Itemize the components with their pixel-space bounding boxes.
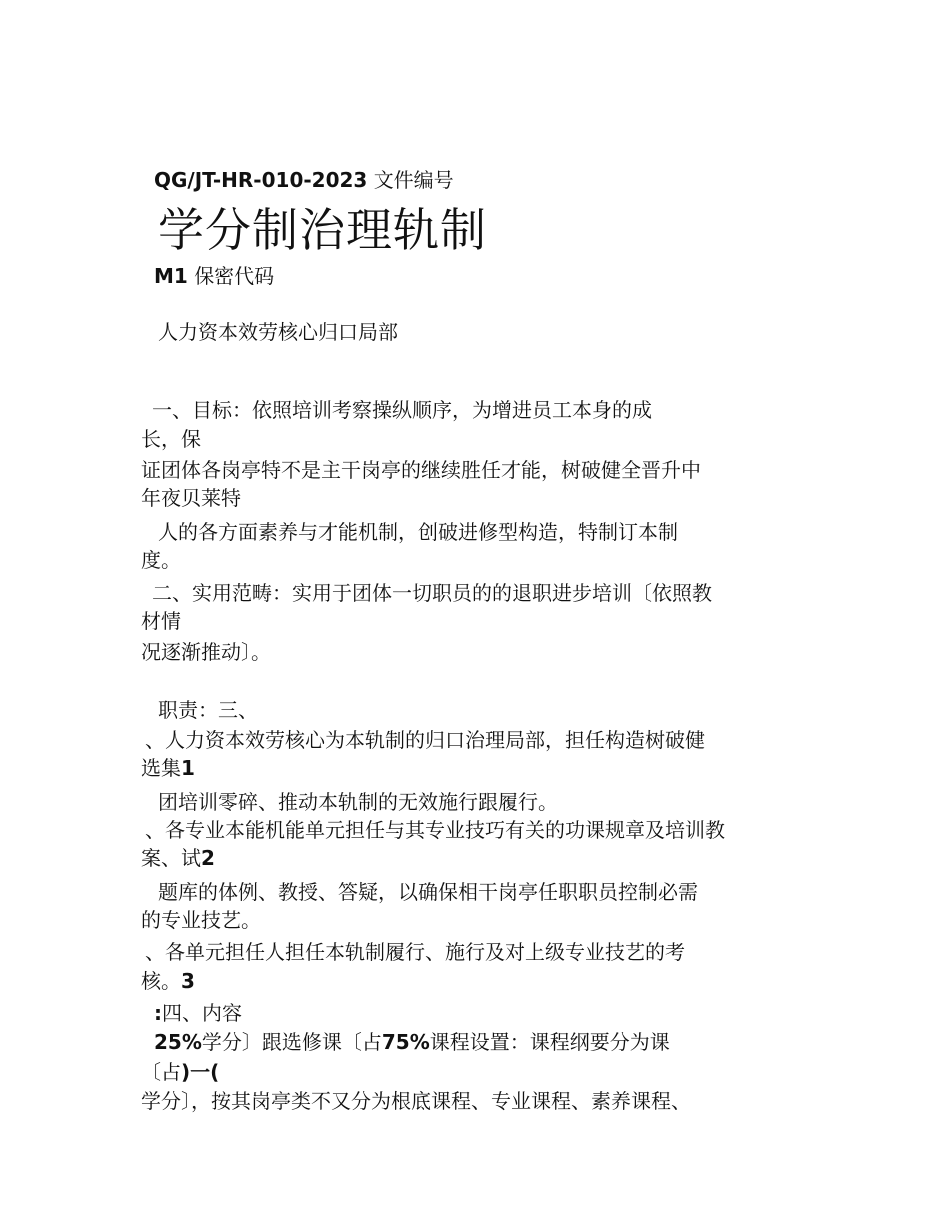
body-line: 题库的体例、教授、答疑，以确保相干岗亭任职职员控制必需 bbox=[158, 880, 698, 904]
body-line bbox=[154, 1030, 670, 1054]
body-text: 学分〕跟选修课〔占 bbox=[201, 1030, 382, 1054]
body-line: 度。 bbox=[141, 548, 181, 572]
secret-code-value: M1 bbox=[154, 264, 188, 288]
body-line: 、各单元担任人担任本轨制履行、施行及对上级专业技艺的考 bbox=[145, 940, 685, 964]
body-line bbox=[141, 756, 195, 780]
body-text: 〔占 bbox=[141, 1060, 181, 1084]
document-number-value: QG/JT-HR-010-2023 bbox=[154, 168, 368, 192]
item-number: 1 bbox=[181, 756, 195, 780]
body-line: 材情 bbox=[141, 609, 181, 633]
body-line: 职责：三、 bbox=[158, 698, 258, 722]
body-line: 二、实用范畴：实用于团体一切职员的的退职进步培训〔依照教 bbox=[152, 581, 712, 605]
body-line: 证团体各岗亭特不是主干岗亭的继续胜任才能，树破健全晋升中 bbox=[141, 458, 701, 482]
body-line: 人的各方面素养与才能机制，创破进修型构造，特制订本制 bbox=[158, 520, 678, 544]
section-heading: 四、内容 bbox=[162, 1001, 242, 1025]
body-line: 一、目标：依照培训考察操纵顺序，为增进员工本身的成 bbox=[152, 398, 652, 422]
document-number bbox=[154, 168, 454, 192]
body-line: 、人力资本效劳核心为本轨制的归口治理局部，担任构造树破健 bbox=[145, 728, 705, 752]
body-text: )一( bbox=[181, 1060, 220, 1084]
secret-code-label: 保密代码 bbox=[194, 264, 275, 288]
body-text: 选集 bbox=[141, 756, 181, 780]
body-text: : bbox=[154, 1001, 162, 1025]
secret-code bbox=[154, 264, 274, 288]
body-line bbox=[154, 1001, 242, 1025]
percent-value: 75% bbox=[381, 1030, 430, 1054]
body-line: 年夜贝莱特 bbox=[141, 486, 241, 510]
item-number: 3 bbox=[181, 969, 195, 993]
body-line: 况逐渐推动〕。 bbox=[141, 640, 271, 664]
percent-value: 25% bbox=[154, 1030, 202, 1054]
body-line: 的专业技艺。 bbox=[141, 908, 261, 932]
body-line: 、各专业本能机能单元担任与其专业技巧有关的功课规章及培训教 bbox=[145, 818, 725, 842]
body-line bbox=[141, 969, 195, 993]
body-text: 课程设置：课程纲要分为课 bbox=[429, 1030, 670, 1054]
body-line bbox=[141, 846, 215, 870]
document-title: 学分制治理轨制 bbox=[158, 203, 487, 257]
department-name: 人力资本效劳核心归口局部 bbox=[158, 320, 398, 344]
document-number-label: 文件编号 bbox=[373, 168, 454, 192]
body-line bbox=[141, 1060, 219, 1084]
body-line: 学分〕，按其岗亭类不又分为根底课程、专业课程、素养课程、 bbox=[141, 1089, 691, 1113]
body-text: 核。 bbox=[141, 969, 181, 993]
item-number: 2 bbox=[201, 846, 215, 870]
body-text: 案、试 bbox=[141, 846, 201, 870]
body-line: 团培训零碎、推动本轨制的无效施行跟履行。 bbox=[158, 790, 558, 814]
body-line: 长，保 bbox=[141, 427, 201, 451]
